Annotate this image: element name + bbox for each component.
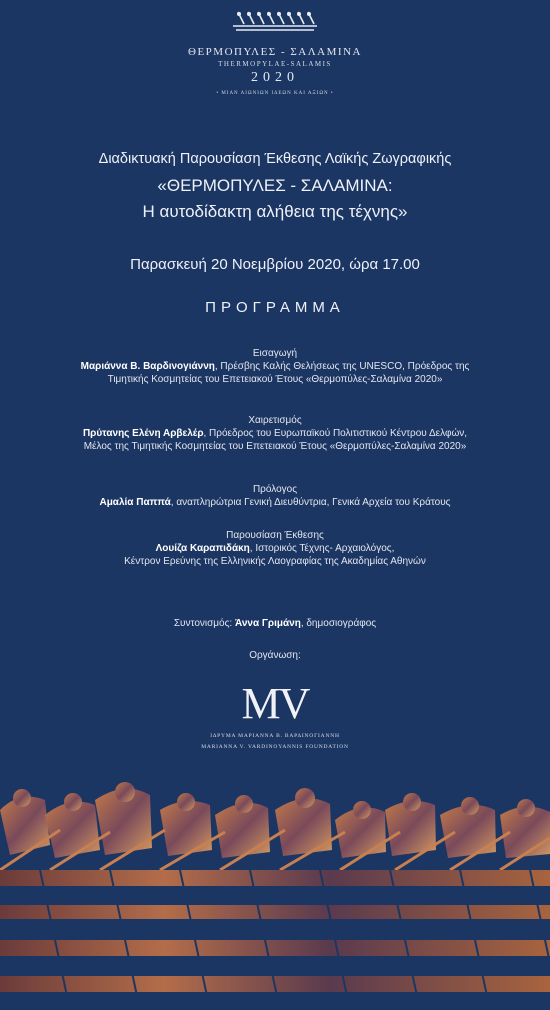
- rowers-artwork: [0, 770, 550, 1010]
- speaker-name: Μαριάννα Β. Βαρδινογιάννη: [80, 361, 215, 372]
- section-heading: Εισαγωγή: [252, 348, 298, 359]
- speaker-line: [0, 542, 550, 555]
- section-heading: Παρουσίαση Έκθεσης: [226, 530, 324, 541]
- brand-year: 2020: [251, 70, 299, 85]
- foundation-name-greek: ΙΔΡΥΜΑ ΜΑΡΙΑΝΝΑ Β. ΒΑΡΔΙΝΟΓΙΑΝΝΗ: [210, 733, 340, 739]
- speaker-role: , Ιστορικός Τέχνης- Αρχαιολόγος,: [249, 543, 395, 554]
- foundation-name-latin: MARIANNA V. VARDINOYANNIS FOUNDATION: [201, 744, 349, 750]
- speaker-line: [0, 427, 550, 440]
- brand-title-greek: ΘΕΡΜΟΠΥΛΕΣ - ΣΑΛΑΜΙΝΑ: [188, 46, 362, 58]
- trireme-emblem-icon: [230, 8, 320, 34]
- coordinator-name: Άννα Γριμάνη: [235, 618, 301, 629]
- foundation-monogram: MV: [241, 679, 309, 728]
- section-greeting: [0, 414, 550, 453]
- coordinator-role: , δημοσιογράφος: [300, 618, 377, 629]
- speaker-name: Αμαλία Παππά: [99, 497, 171, 508]
- event-date: Παρασκευή 20 Νοεμβρίου 2020, ώρα 17.00: [130, 256, 420, 273]
- coordination-label: Συντονισμός:: [173, 618, 235, 629]
- speaker-name: Λουίζα Καραπιδάκη: [155, 543, 250, 554]
- program-heading: ΠΡΟΓΡΑΜΜΑ: [205, 299, 345, 316]
- brand-motto: • ΜΙΑΝ ΑΙΩΝΙΩΝ ΙΔΕΩΝ ΚΑΙ ΑΞΙΩΝ •: [216, 91, 334, 96]
- coordination-line: [0, 617, 550, 630]
- foundation-logo: [0, 678, 550, 751]
- speaker-role: , Πρέσβης Καλής Θελήσεως της UNESCO, Πρόεδρος της: [214, 361, 470, 372]
- section-heading: Πρόλογος: [252, 484, 298, 495]
- speaker-role-line2: Κέντρον Ερεύνης της Ελληνικής Λαογραφίας της Ακαδημίας Αθηνών: [124, 556, 426, 567]
- section-exhibition-presentation: [0, 529, 550, 568]
- organization-label: Οργάνωση:: [249, 650, 301, 661]
- section-prologue: [0, 483, 550, 509]
- speaker-role-line2: Μέλος της Τιμητικής Κοσμητείας του Επετειακού Έτους «Θερμοπύλες-Σαλαμίνα 2020»: [83, 441, 467, 452]
- section-introduction: [0, 347, 550, 386]
- event-title-line1: «ΘΕΡΜΟΠΥΛΕΣ - ΣΑΛΑΜΙΝΑ:: [157, 176, 393, 195]
- speaker-role: , αναπληρώτρια Γενική Διευθύντρια, Γενικά Αρχεία του Κράτους: [170, 497, 451, 508]
- brand-title-latin: THERMOPYLAE-SALAMIS: [218, 60, 332, 68]
- event-subtitle: Διαδικτυακή Παρουσίαση Έκθεσης Λαϊκής Ζωγραφικής: [98, 151, 452, 167]
- speaker-role: , Πρόεδρος του Ευρωπαϊκού Πολιτιστικού Κέντρου Δελφών,: [203, 428, 468, 439]
- speaker-role-line2: Τιμητικής Κοσμητείας του Επετειακού Έτους «Θερμοπύλες-Σαλαμίνα 2020»: [107, 374, 443, 385]
- speaker-line: [0, 496, 550, 509]
- speaker-name: Πρύτανης Ελένη Αρβελέρ: [82, 428, 204, 439]
- event-logo: [0, 8, 550, 96]
- event-title-line2: Η αυτοδίδακτη αλήθεια της τέχνης»: [142, 202, 408, 221]
- section-heading: Χαιρετισμός: [248, 415, 302, 426]
- speaker-line: [0, 360, 550, 373]
